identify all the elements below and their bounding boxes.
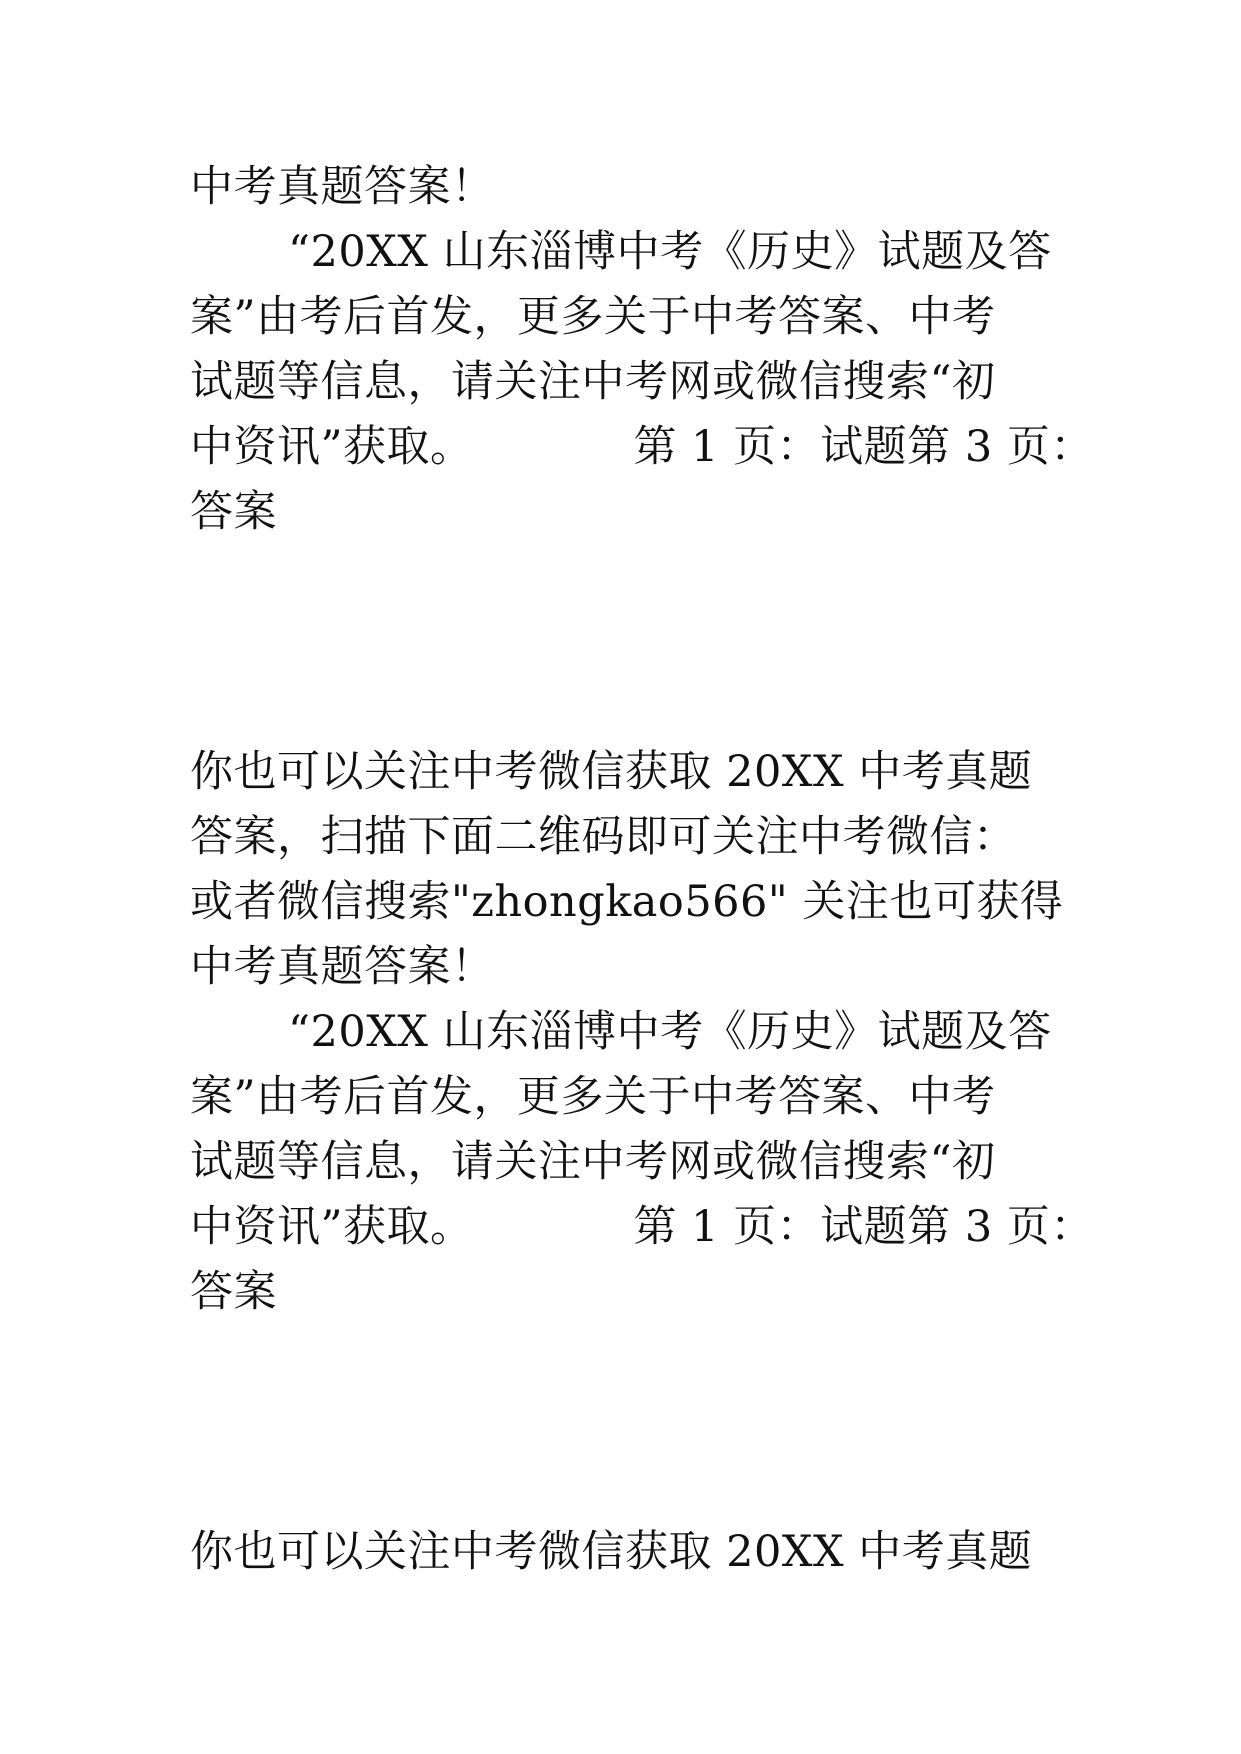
text-line: “20XX 山东淄博中考《历史》试题及答	[288, 227, 1052, 277]
text-line: 案”由考后首发，更多关于中考答案、中考	[190, 292, 996, 342]
text-line: 案”由考后首发，更多关于中考答案、中考	[190, 1072, 996, 1122]
text-line: 试题等信息，请关注中考网或微信搜索“初	[190, 357, 996, 407]
text-line: 试题等信息，请关注中考网或微信搜索“初	[190, 1137, 996, 1187]
text-line: 你也可以关注中考微信获取 20XX 中考真题	[190, 747, 1033, 797]
text-line: 中考真题答案！	[190, 942, 495, 992]
text-line	[190, 418, 1094, 476]
text-line: 答案，扫描下面二维码即可关注中考微信：	[190, 812, 1017, 862]
text-segment: 中资讯”获取。	[190, 422, 474, 472]
text-line: 答案	[190, 487, 277, 537]
text-segment: 中资讯”获取。	[190, 1202, 474, 1252]
page-nav-text: 第 1 页：试题第 3 页：	[633, 422, 1094, 472]
text-line: 或者微信搜索"zhongkao566" 关注也可获得	[190, 877, 1064, 927]
text-line: 答案	[190, 1267, 277, 1317]
text-line	[190, 1198, 1094, 1256]
text-line: 中考真题答案！	[190, 162, 495, 212]
page-nav-text: 第 1 页：试题第 3 页：	[633, 1202, 1094, 1252]
text-line: 你也可以关注中考微信获取 20XX 中考真题	[190, 1527, 1033, 1577]
text-line: “20XX 山东淄博中考《历史》试题及答	[288, 1007, 1052, 1057]
